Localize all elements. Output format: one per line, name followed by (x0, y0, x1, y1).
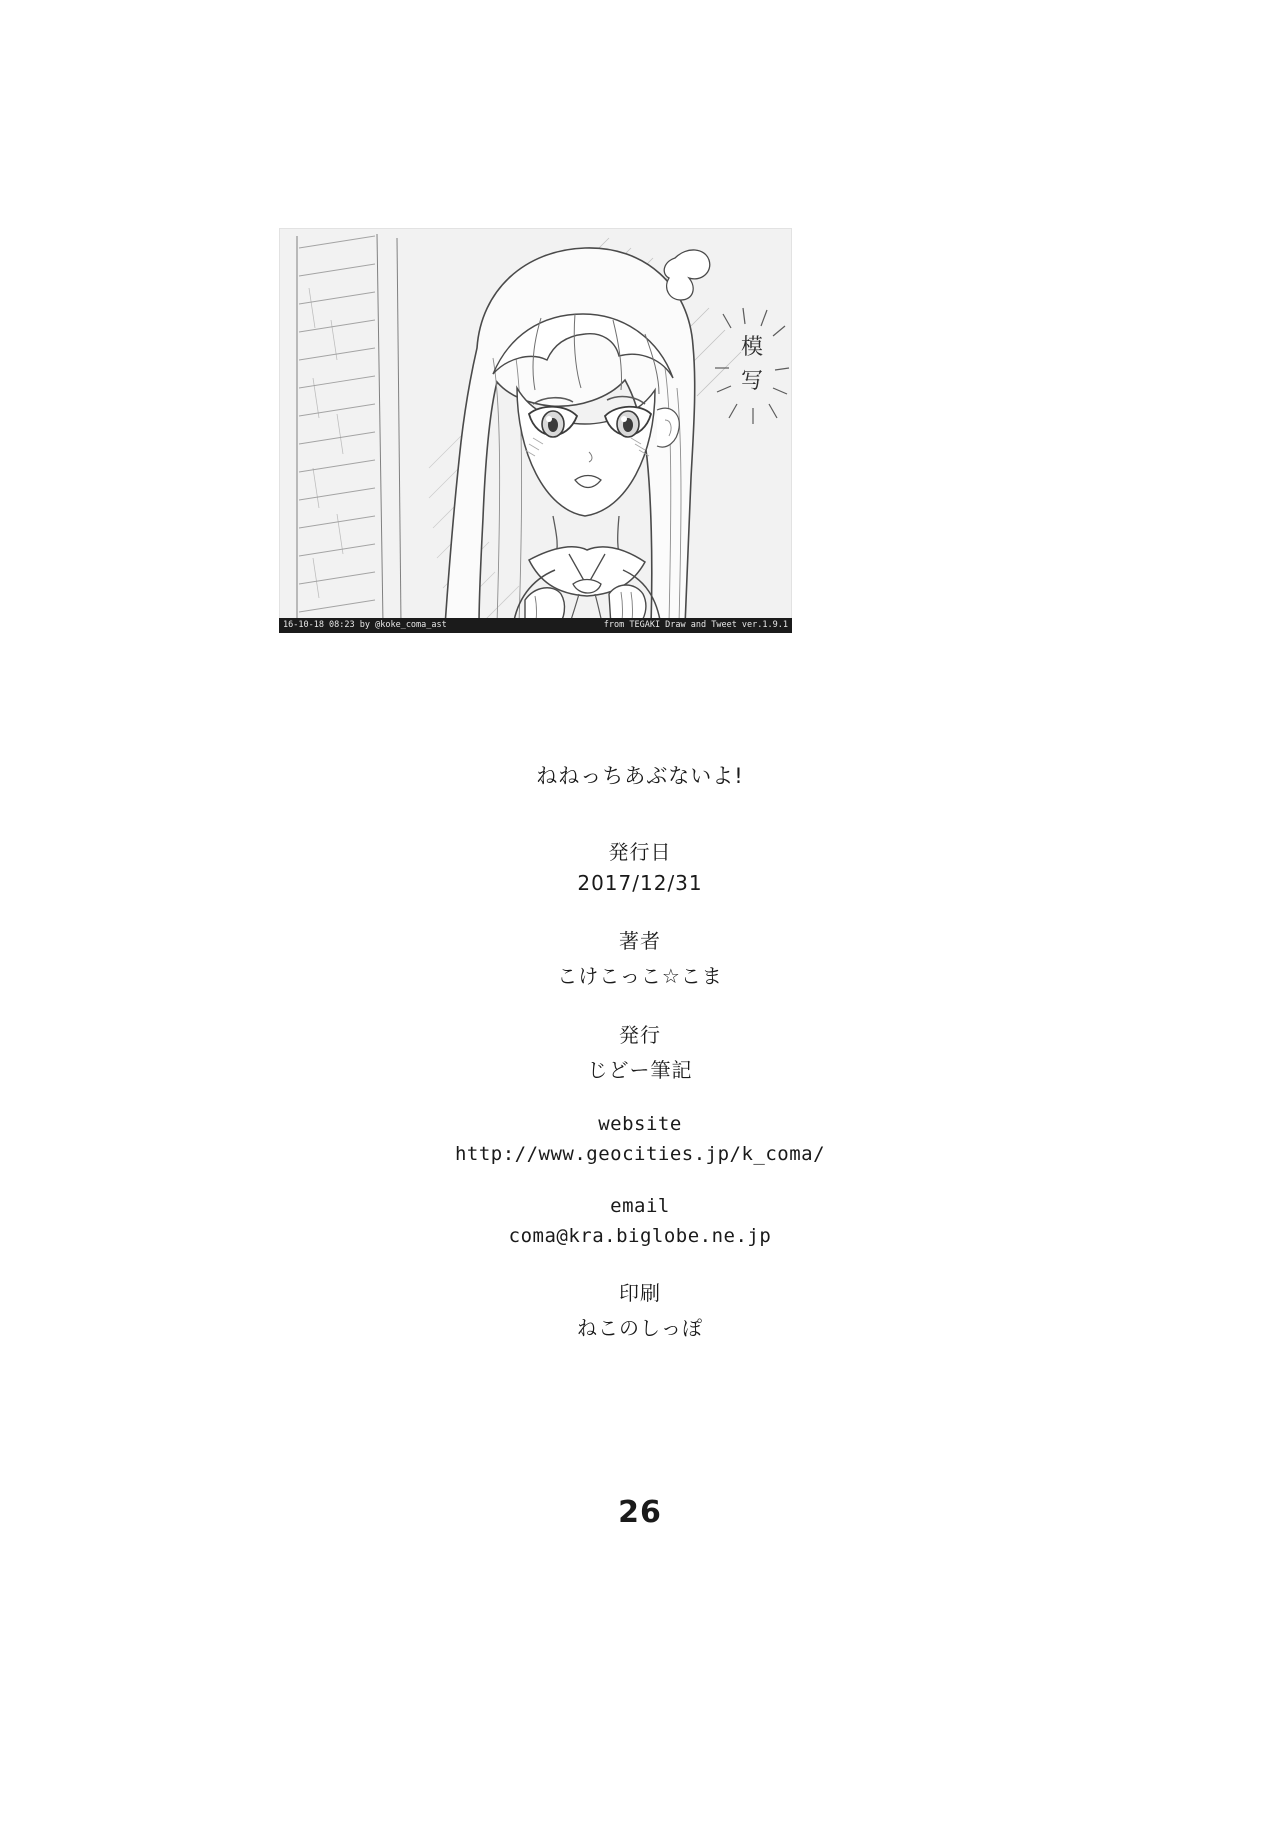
tegaki-source-version: from TEGAKI Draw and Tweet ver.1.9.1 (603, 620, 788, 630)
entry-value: じどー筆記 (587, 1058, 693, 1082)
colophon-entry-website (0, 1113, 1280, 1165)
colophon-entry-printer (0, 1277, 1280, 1341)
email-address[interactable]: coma@kra.biglobe.ne.jp (508, 1225, 772, 1247)
sketch-drawing (279, 228, 792, 633)
illustration-panel (279, 228, 792, 633)
website-url[interactable]: http://www.geocities.jp/k_coma/ (454, 1143, 826, 1165)
entry-label: 著者 (619, 929, 661, 953)
entry-label: website (598, 1113, 682, 1135)
entry-label: 発行日 (608, 840, 672, 864)
entry-label: 印刷 (619, 1281, 661, 1305)
svg-text:模: 模 (741, 335, 764, 360)
colophon (0, 760, 1280, 1371)
illustration-canvas (279, 228, 792, 633)
entry-label: 発行 (619, 1023, 661, 1047)
entry-value: 2017/12/31 (577, 871, 703, 895)
entry-value: ねこのしっぽ (577, 1316, 703, 1340)
page-number: 26 (618, 1495, 662, 1530)
svg-text:写: 写 (741, 369, 764, 394)
entry-label: email (610, 1195, 670, 1217)
colophon-entry-publisher (0, 1019, 1280, 1083)
doujin-title: ねねっちあぶないよ! (536, 764, 744, 788)
tegaki-footer-bar (279, 618, 792, 633)
entry-value: こけこっこ☆こま (557, 964, 723, 988)
colophon-entry-author (0, 925, 1280, 989)
colophon-entry-publication-date (0, 836, 1280, 895)
tegaki-timestamp-author: 16-10-18 08:23 by @koke_coma_ast (283, 620, 447, 630)
colophon-entry-email (0, 1195, 1280, 1247)
